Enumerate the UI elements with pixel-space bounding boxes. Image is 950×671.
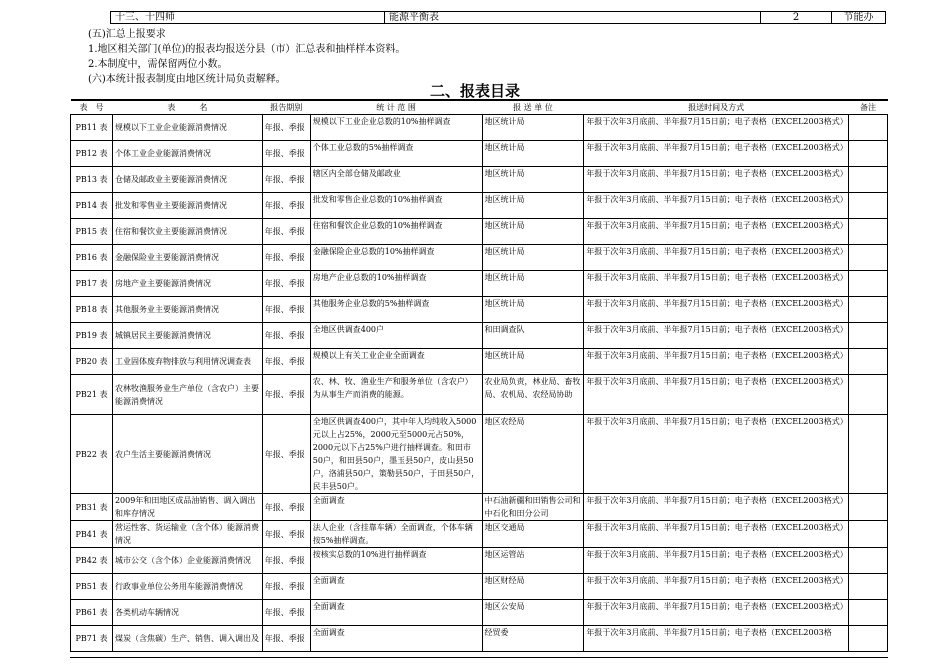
row-code: PB20 表 xyxy=(71,349,113,375)
row-code: PB31 表 xyxy=(71,494,113,521)
row-name: 住宿和餐饮业主要能源消费情况 xyxy=(112,219,262,245)
row-name: 煤炭（含焦碳）生产、销售、调入调出及 xyxy=(112,626,262,652)
row-period: 年报、季报 xyxy=(262,349,310,375)
row-period: 年报、季报 xyxy=(262,271,310,297)
row-code: PB14 表 xyxy=(71,193,113,219)
row-time: 年报于次年3月底前、半年报7月15日前；电子表格（EXCEL2003格式） xyxy=(584,521,849,548)
row-name: 城镇居民主要能源消费情况 xyxy=(112,323,262,349)
row-remark xyxy=(849,494,888,521)
page-bottom-rule xyxy=(70,657,888,658)
row-remark xyxy=(849,375,888,415)
row-period: 年报、季报 xyxy=(262,297,310,323)
row-remark xyxy=(849,521,888,548)
row-time: 年报于次年3月底前、半年报7月15日前；电子表格（EXCEL2003格式） xyxy=(584,193,849,219)
row-code: PB71 表 xyxy=(71,626,113,652)
row-unit: 地区农经局 xyxy=(482,415,584,494)
report-catalog-table xyxy=(70,99,888,652)
row-unit: 地区运管站 xyxy=(482,548,584,574)
row-name: 行政事业单位公务用车能源消费情况 xyxy=(112,574,262,600)
row-name: 农户生活主要能源消费情况 xyxy=(112,415,262,494)
row-remark xyxy=(849,548,888,574)
table-row xyxy=(71,415,888,494)
row-time: 年报于次年3月底前、半年报7月15日前；电子表格（EXCEL2003格式） xyxy=(584,141,849,167)
row-remark xyxy=(849,574,888,600)
note-line: 1.地区相关部门(单位)的报表均报送分县（市）汇总表和抽样样本资料。 xyxy=(88,44,406,55)
row-period: 年报、季报 xyxy=(262,141,310,167)
header-remark: 备注 xyxy=(849,100,888,115)
row-period: 年报、季报 xyxy=(262,574,310,600)
table-row xyxy=(71,626,888,652)
row-name: 各类机动车辆情况 xyxy=(112,600,262,626)
table-row xyxy=(71,375,888,415)
row-period: 年报、季报 xyxy=(262,626,310,652)
row-name: 批发和零售业主要能源消费情况 xyxy=(112,193,262,219)
row-name: 仓储及邮政业主要能源消费情况 xyxy=(112,167,262,193)
row-period: 年报、季报 xyxy=(262,494,310,521)
header-unit: 报 送 单 位 xyxy=(482,100,584,115)
table-row xyxy=(71,115,888,141)
row-period: 年报、季报 xyxy=(262,323,310,349)
row-unit: 和田调查队 xyxy=(482,323,584,349)
row-remark xyxy=(849,626,888,652)
header-time: 报送时间及方式 xyxy=(584,100,849,115)
row-time: 年报于次年3月底前、半年报7月15日前；电子表格（EXCEL2003格式） xyxy=(584,271,849,297)
row-period: 年报、季报 xyxy=(262,415,310,494)
row-scope: 个体工业总数的5%抽样调查 xyxy=(310,141,482,167)
row-time: 年报于次年3月底前、半年报7月15日前；电子表格（EXCEL2003格式） xyxy=(584,375,849,415)
row-code: PB18 表 xyxy=(71,297,113,323)
row-scope: 法人企业（含挂靠车辆）全面调查，个体车辆按5%抽样调查。 xyxy=(310,521,482,548)
row-scope: 农、林、牧、渔业生产和服务单位（含农户）为从事生产而消费的能源。 xyxy=(310,375,482,415)
row-unit: 地区公安局 xyxy=(482,600,584,626)
row-unit: 地区财经局 xyxy=(482,574,584,600)
row-unit: 农业局负责，林业局、畜牧局、农机局、农经局协助 xyxy=(482,375,584,415)
table-row xyxy=(71,193,888,219)
row-code: PB11 表 xyxy=(71,115,113,141)
row-scope: 全面调查 xyxy=(310,600,482,626)
row-code: PB42 表 xyxy=(71,548,113,574)
row-code: PB22 表 xyxy=(71,415,113,494)
row-time: 年报于次年3月底前、半年报7月15日前；电子表格（EXCEL2003格式） xyxy=(584,115,849,141)
row-scope: 按核实总数的10%进行抽样调查 xyxy=(310,548,482,574)
table-row xyxy=(71,494,888,521)
row-period: 年报、季报 xyxy=(262,245,310,271)
table-header-row xyxy=(71,100,888,115)
row-period: 年报、季报 xyxy=(262,193,310,219)
row-unit: 地区统计局 xyxy=(482,219,584,245)
row-period: 年报、季报 xyxy=(262,521,310,548)
table-row xyxy=(71,574,888,600)
row-code: PB16 表 xyxy=(71,245,113,271)
header-name: 表 名 xyxy=(112,100,262,115)
table-row xyxy=(71,600,888,626)
row-code: PB61 表 xyxy=(71,600,113,626)
row-name: 城市公交（含个体）企业能源消费情况 xyxy=(112,548,262,574)
row-scope: 全地区供调查400户 xyxy=(310,323,482,349)
row-unit: 地区统计局 xyxy=(482,115,584,141)
row-remark xyxy=(849,115,888,141)
row-time: 年报于次年3月底前、半年报7月15日前；电子表格（EXCEL2003格式） xyxy=(584,323,849,349)
table-body xyxy=(71,115,888,652)
row-scope: 全面调查 xyxy=(310,574,482,600)
row-code: PB51 表 xyxy=(71,574,113,600)
row-unit: 地区统计局 xyxy=(482,193,584,219)
row-time: 年报于次年3月底前、半年报7月15日前；电子表格（EXCEL2003格式） xyxy=(584,297,849,323)
row-scope: 全面调查 xyxy=(310,494,482,521)
row-code: PB12 表 xyxy=(71,141,113,167)
note-line: (五)汇总上报要求 xyxy=(88,29,166,40)
row-scope: 住宿和餐饮企业总数的10%抽样调查 xyxy=(310,219,482,245)
note-line: 2.本制度中，需保留两位小数。 xyxy=(88,59,228,70)
row-scope: 批发和零售企业总数的10%抽样调查 xyxy=(310,193,482,219)
row-time: 年报于次年3月底前、半年报7月15日前；电子表格（EXCEL2003格 xyxy=(584,626,849,652)
row-scope: 全地区供调查400户，其中年人均纯收入5000元以上占25%，2000元至5000元占50%，2000元以下占25%户进行抽样调查。和田市50户，和田县50户，墨玉县50户，皮山县50户，洛浦县50户，策勒县50户，于田县50户，民丰县50户。 xyxy=(310,415,482,494)
row-remark xyxy=(849,600,888,626)
prev-row-num: 2 xyxy=(761,12,832,24)
table-row xyxy=(71,521,888,548)
row-time: 年报于次年3月底前、半年报7月15日前；电子表格（EXCEL2003格式） xyxy=(584,167,849,193)
row-time: 年报于次年3月底前、半年报7月15日前；电子表格（EXCEL2003格式） xyxy=(584,219,849,245)
row-name: 其他服务业主要能源消费情况 xyxy=(112,297,262,323)
row-unit: 地区统计局 xyxy=(482,297,584,323)
header-period: 报告期别 xyxy=(262,100,310,115)
row-time: 年报于次年3月底前、半年报7月15日前；电子表格（EXCEL2003格式） xyxy=(584,415,849,494)
row-code: PB41 表 xyxy=(71,521,113,548)
row-code: PB15 表 xyxy=(71,219,113,245)
row-scope: 其他服务企业总数的5%抽样调查 xyxy=(310,297,482,323)
prev-row-name: 能源平衡表 xyxy=(385,12,761,24)
row-code: PB21 表 xyxy=(71,375,113,415)
row-name: 个体工业企业能源消费情况 xyxy=(112,141,262,167)
row-name: 营运性客、货运输业（含个体）能源消费情况 xyxy=(112,521,262,548)
row-time: 年报于次年3月底前、半年报7月15日前；电子表格（EXCEL2003格式） xyxy=(584,548,849,574)
table-row xyxy=(71,323,888,349)
row-time: 年报于次年3月底前、半年报7月15日前；电子表格（EXCEL2003格式） xyxy=(584,245,849,271)
row-remark xyxy=(849,323,888,349)
row-name: 规模以下工业企业能源消费情况 xyxy=(112,115,262,141)
table-row xyxy=(71,245,888,271)
row-scope: 规模以下工业企业总数的10%抽样调查 xyxy=(310,115,482,141)
row-time: 年报于次年3月底前、半年报7月15日前；电子表格（EXCEL2003格式） xyxy=(584,574,849,600)
row-time: 年报于次年3月底前、半年报7月15日前；电子表格（EXCEL2003格式） xyxy=(584,600,849,626)
table-row xyxy=(71,219,888,245)
header-code: 表 号 xyxy=(71,100,113,115)
row-period: 年报、季报 xyxy=(262,375,310,415)
row-time: 年报于次年3月底前、半年报7月15日前；电子表格（EXCEL2003格式） xyxy=(584,494,849,521)
notes-block xyxy=(88,27,405,87)
row-period: 年报、季报 xyxy=(262,115,310,141)
row-code: PB13 表 xyxy=(71,167,113,193)
row-unit: 中石油新疆和田销售公司和中石化和田分公司 xyxy=(482,494,584,521)
row-name: 工业固体废弃物排放与利用情况调查表 xyxy=(112,349,262,375)
row-period: 年报、季报 xyxy=(262,219,310,245)
table-row xyxy=(71,141,888,167)
row-period: 年报、季报 xyxy=(262,167,310,193)
row-period: 年报、季报 xyxy=(262,548,310,574)
row-unit: 地区统计局 xyxy=(482,141,584,167)
row-unit: 地区统计局 xyxy=(482,349,584,375)
row-scope: 全面调查 xyxy=(310,626,482,652)
header-scope: 统 计 范 围 xyxy=(310,100,482,115)
row-remark xyxy=(849,141,888,167)
row-unit: 地区统计局 xyxy=(482,271,584,297)
row-code: PB17 表 xyxy=(71,271,113,297)
table-row xyxy=(71,167,888,193)
row-remark xyxy=(849,167,888,193)
row-unit: 地区统计局 xyxy=(482,167,584,193)
row-remark xyxy=(849,271,888,297)
row-remark xyxy=(849,245,888,271)
row-name: 2009年和田地区成品油销售、调入调出和库存情况 xyxy=(112,494,262,521)
row-name: 农林牧渔服务业生产单位（含农户）主要能源消费情况 xyxy=(112,375,262,415)
row-remark xyxy=(849,297,888,323)
row-scope: 金融保险企业总数的10%抽样调查 xyxy=(310,245,482,271)
prev-row-code: 十三、十四师 xyxy=(111,12,385,24)
previous-table-row xyxy=(110,11,886,24)
row-time: 年报于次年3月底前、半年报7月15日前；电子表格（EXCEL2003格式） xyxy=(584,349,849,375)
row-code: PB19 表 xyxy=(71,323,113,349)
row-scope: 房地产企业总数的10%抽样调查 xyxy=(310,271,482,297)
row-remark xyxy=(849,415,888,494)
row-scope: 辖区内全部仓储及邮政业 xyxy=(310,167,482,193)
table-row xyxy=(71,349,888,375)
row-remark xyxy=(849,193,888,219)
table-row xyxy=(71,271,888,297)
row-unit: 地区交通局 xyxy=(482,521,584,548)
row-unit: 地区统计局 xyxy=(482,245,584,271)
row-unit: 经贸委 xyxy=(482,626,584,652)
row-name: 金融保险业主要能源消费情况 xyxy=(112,245,262,271)
row-remark xyxy=(849,219,888,245)
row-scope: 规模以上有关工业企业全面调查 xyxy=(310,349,482,375)
prev-row-dept: 节能办 xyxy=(832,12,886,24)
note-line: (六)本统计报表制度由地区统计局负责解释。 xyxy=(88,74,286,85)
table-row xyxy=(71,297,888,323)
row-name: 房地产业主要能源消费情况 xyxy=(112,271,262,297)
row-remark xyxy=(849,349,888,375)
table-row xyxy=(71,548,888,574)
section-title: 二、报表目录 xyxy=(429,82,520,100)
row-period: 年报、季报 xyxy=(262,600,310,626)
